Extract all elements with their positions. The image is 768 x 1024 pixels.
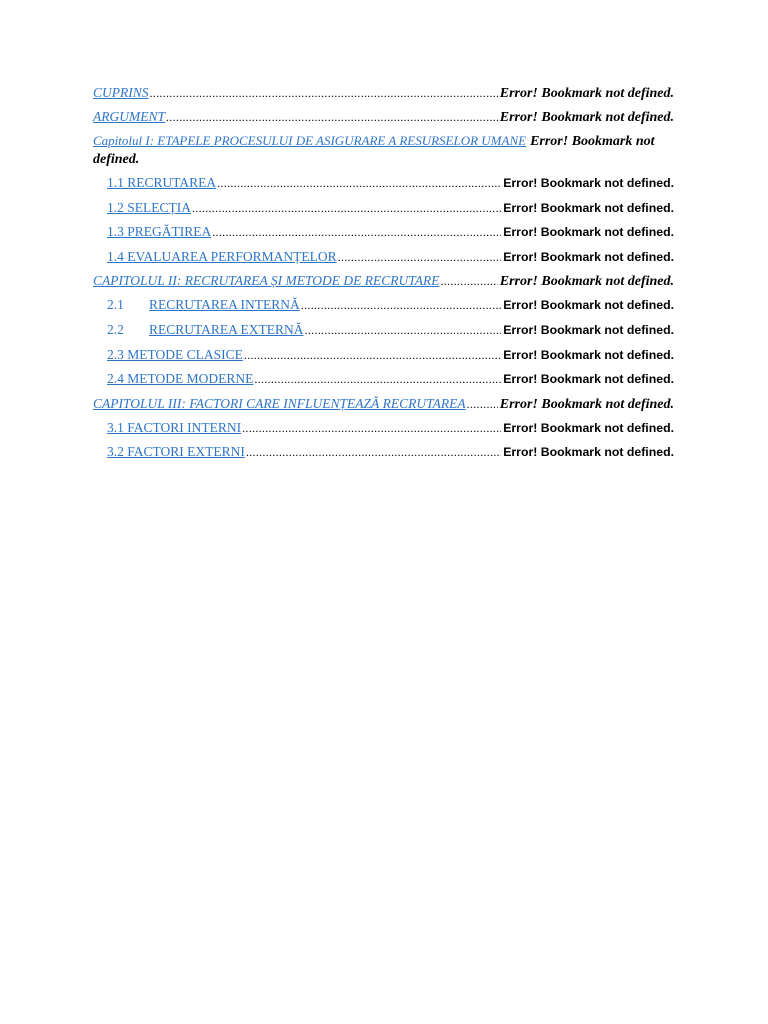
bookmark-error: Error! Bookmark not defined. — [503, 420, 674, 435]
bookmark-error: Error! Bookmark not defined. — [499, 274, 674, 290]
bookmark-error: Error! Bookmark not defined. — [503, 200, 674, 215]
dot-leader — [254, 370, 501, 388]
dot-leader — [166, 108, 498, 126]
dot-leader — [217, 174, 501, 192]
dot-leader — [338, 248, 502, 266]
dot-leader — [212, 223, 501, 241]
section-number: 2.2 — [107, 321, 124, 337]
toc-entry-2-4 — [93, 370, 674, 395]
toc-entry-1-3 — [93, 223, 674, 248]
toc-entry-3-1 — [93, 419, 674, 444]
bookmark-error: Error! Bookmark not defined. — [503, 347, 674, 362]
dot-leader — [301, 296, 501, 314]
toc-link-recrutarea-externa[interactable] — [107, 321, 304, 339]
dot-leader — [242, 419, 501, 437]
toc-link-metode-clasice[interactable]: 2.3 METODE CLASICE — [107, 346, 243, 362]
dot-leader — [192, 199, 501, 217]
toc-link-metode-moderne[interactable]: 2.4 METODE MODERNE — [107, 371, 254, 387]
bookmark-error: Error! Bookmark not defined. — [93, 134, 655, 167]
toc-link-chapter-1[interactable]: Capitolul I: ETAPELE PROCESULUI DE ASIGURARE A RESURSELOR UMANE — [93, 133, 527, 148]
dot-leader — [246, 443, 501, 461]
toc-link-pregatirea[interactable]: 1.3 PREGĂTIREA — [107, 224, 212, 240]
toc-entry-3-2 — [93, 443, 674, 468]
toc-link-cuprins[interactable]: CUPRINS — [93, 85, 149, 100]
toc-entry-2-2 — [93, 321, 674, 346]
dot-leader — [244, 346, 501, 364]
toc-link-selectia[interactable]: 1.2 SELECȚIA — [107, 199, 191, 215]
bookmark-error: Error! Bookmark not defined. — [503, 225, 674, 240]
section-number: 2.1 — [107, 297, 124, 313]
bookmark-error: Error! Bookmark not defined. — [503, 372, 674, 387]
dot-leader — [467, 395, 498, 413]
toc-entry-argument — [93, 108, 674, 132]
toc-entry-chapter-2 — [93, 272, 674, 296]
toc-link-chapter-2[interactable]: CAPITOLUL II: RECRUTAREA ȘI METODE DE RECRUTARE — [93, 273, 440, 289]
toc-link-factori-externi[interactable]: 3.2 FACTORI EXTERNI — [107, 444, 245, 460]
bookmark-error: Error! Bookmark not defined. — [499, 396, 674, 412]
toc-entry-2-3 — [93, 346, 674, 371]
section-title: RECRUTAREA EXTERNĂ — [149, 321, 304, 337]
section-title: RECRUTAREA INTERNĂ — [149, 297, 300, 313]
bookmark-error: Error! Bookmark not defined. — [499, 110, 674, 125]
bookmark-error: Error! Bookmark not defined. — [503, 322, 674, 337]
toc-link-chapter-3[interactable]: CAPITOLUL III: FACTORI CARE INFLUENȚEAZĂ RECRUTAREA — [93, 395, 466, 411]
bookmark-error: Error! Bookmark not defined. — [503, 176, 674, 190]
toc-link-recrutarea[interactable]: 1.1 RECRUTAREA — [107, 175, 217, 190]
toc-entry-chapter-3 — [93, 395, 674, 419]
bookmark-error: Error! Bookmark not defined. — [499, 86, 674, 101]
toc-entry-cuprins — [93, 84, 674, 108]
table-of-contents — [93, 84, 674, 468]
toc-link-recrutarea-interna[interactable] — [107, 296, 300, 314]
toc-entry-1-2 — [93, 199, 674, 224]
toc-link-argument[interactable]: ARGUMENT — [93, 109, 165, 124]
toc-entry-1-4 — [93, 248, 674, 273]
dot-leader — [150, 84, 498, 102]
bookmark-error: Error! Bookmark not defined. — [503, 298, 674, 313]
bookmark-error: Error! Bookmark not defined. — [503, 249, 674, 264]
bookmark-error: Error! Bookmark not defined. — [503, 445, 674, 460]
toc-link-evaluarea[interactable]: 1.4 EVALUAREA PERFORMANȚELOR — [107, 248, 337, 264]
toc-entry-chapter-1 — [93, 132, 674, 174]
toc-entry-2-1 — [93, 296, 674, 321]
toc-link-factori-interni[interactable]: 3.1 FACTORI INTERNI — [107, 419, 242, 435]
dot-leader — [441, 272, 498, 290]
toc-entry-1-1 — [93, 174, 674, 199]
dot-leader — [305, 321, 502, 339]
